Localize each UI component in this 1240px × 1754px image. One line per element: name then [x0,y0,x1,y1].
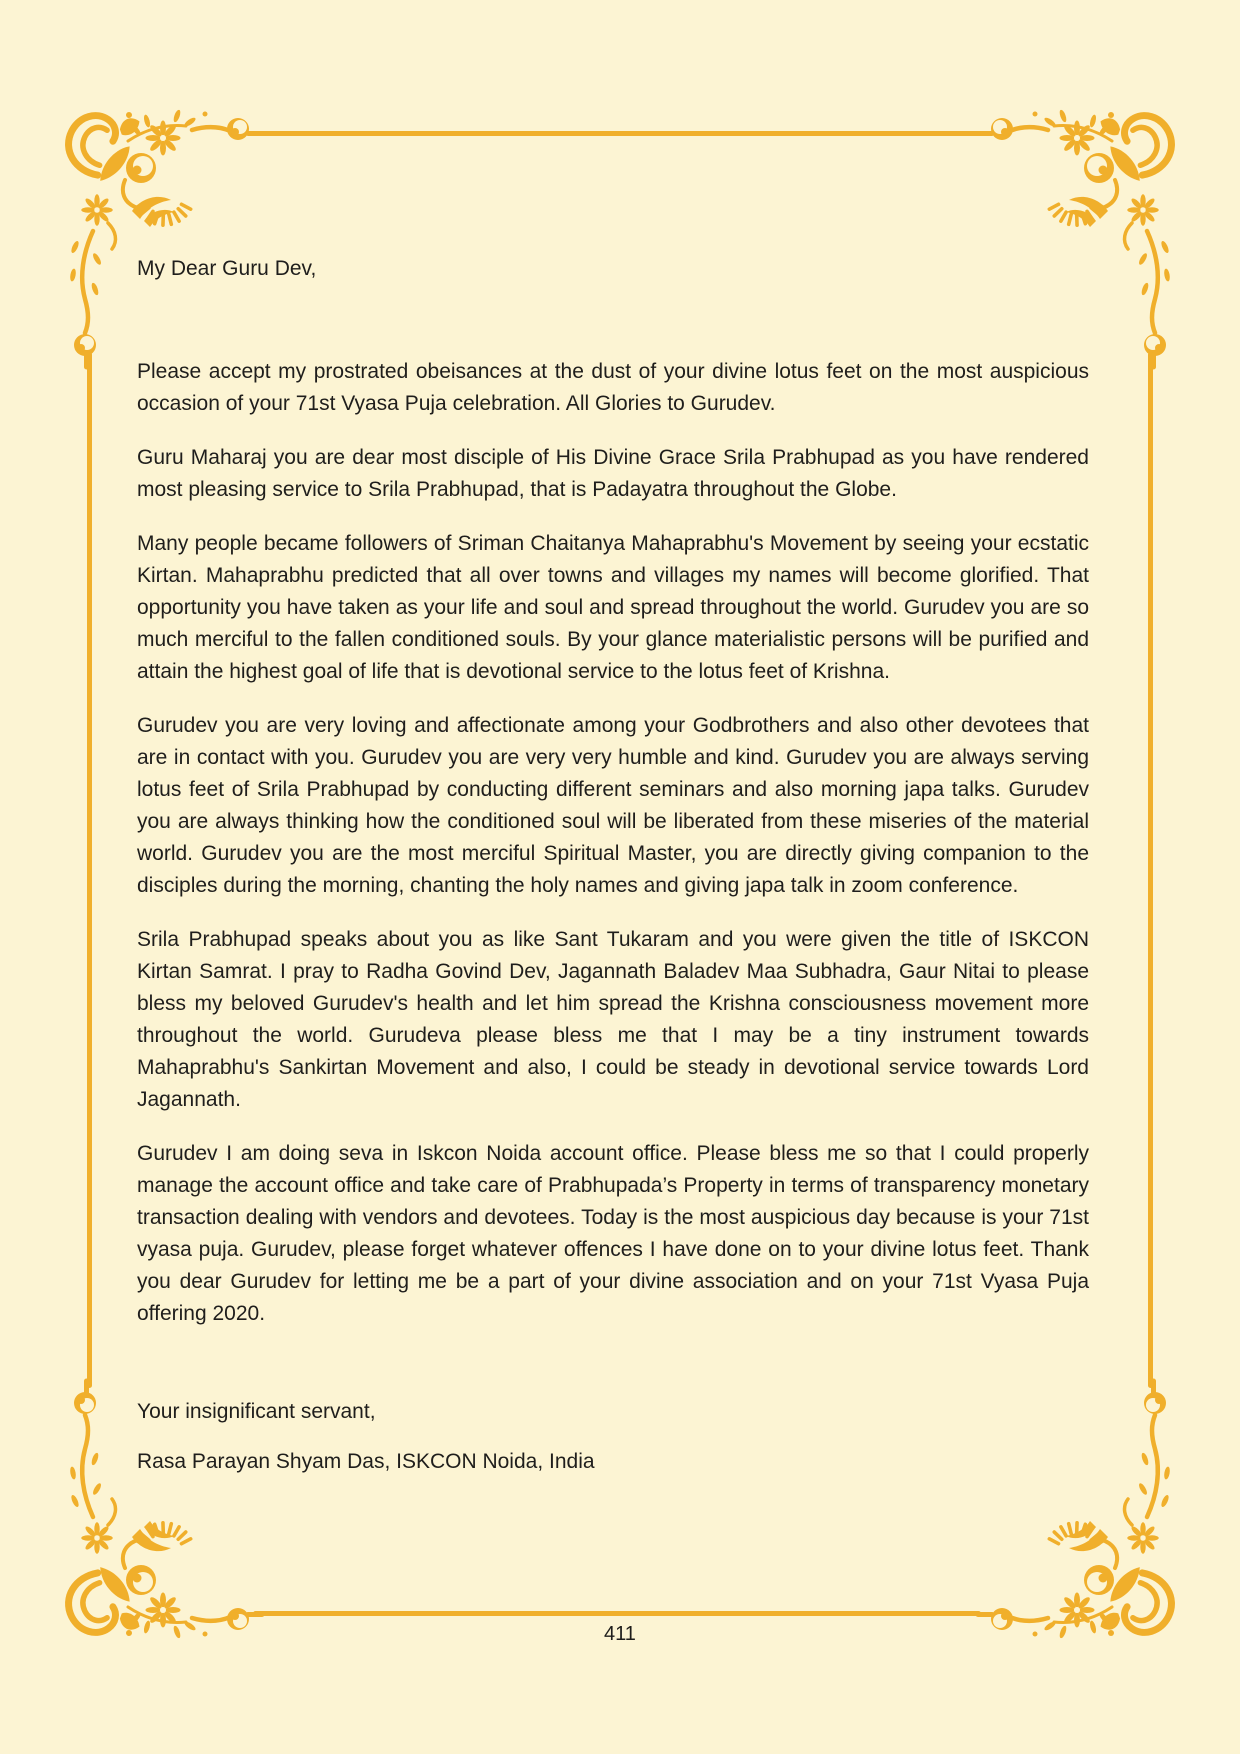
letter-closing: Your insignificant servant, [137,1400,376,1423]
letter-paragraph-1: Please accept my prostrated obeisances at the dust of your divine lotus feet on the most auspicious occasion of your 71st Vyasa Puja celebration. All Glories to Gurudev. [137,360,1089,415]
border-line-bottom [253,1611,981,1616]
border-line-left [87,352,92,1388]
border-line-right [1148,352,1153,1388]
signature-line: Rasa Parayan Shyam Das, ISKCON Noida, India [137,1450,595,1473]
page-number: 411 [604,1623,636,1645]
letter-paragraph-2: Guru Maharaj you are dear most disciple of His Divine Grace Srila Prabhupad as you have rendered most pleasing service to Srila Prabhupad, that is Padayatra throughout the Globe. [137,446,1089,501]
letter-paragraph-4: Gurudev you are very loving and affectionate among your Godbrothers and also other devotees that are in contact with you. Gurudev you are very very humble and kind. Gurudev you are always serving lotus feet of Srila Prabhupad by conducting different seminars and also morning japa talks. Gurudev you are always thinking how the conditioned soul will be liberated from these miseries of the material world. Gurudev you are the most merciful Spiritual Master, you are directly giving companion to the disciples during the morning, chanting the holy names and giving japa talk in zoom conference. [137,714,1089,897]
letter-paragraph-3: Many people became followers of Sriman Chaitanya Mahaprabhu's Movement by seeing your ecstatic Kirtan. Mahaprabhu predicted that all over towns and villages my names will become glorified. That opportunity you have taken as your life and soul and spread throughout the world. Gurudev you are so much merciful to the fallen conditioned souls. By your glance materialistic persons will be purified and attain the highest goal of life that is devotional service to the lotus feet of Krishna. [137,532,1089,683]
letter-body [137,253,1089,1478]
letter-paragraph-6: Gurudev I am doing seva in Iskcon Noida account office. Please bless me so that I could properly manage the account office and take care of Prabhupada’s Property in terms of transparency monetary transaction dealing with vendors and devotees. Today is the most auspicious day because is your 71st vyasa puja. Gurudev, please forget whatever offences I have done on to your divine lotus feet. Thank you dear Gurudev for letting me be a part of your divine association and on your 71st Vyasa Puja offering 2020. [137,1142,1089,1325]
border-line-top [253,131,981,136]
salutation: My Dear Guru Dev, [137,257,317,280]
letter-paragraph-5: Srila Prabhupad speaks about you as like Sant Tukaram and you were given the title of ISKCON Kirtan Samrat. I pray to Radha Govind Dev, Jagannath Baladev Maa Subhadra, Gaur Nitai to please bless my beloved Gurudev's health and let him spread the Krishna consciousness movement more throughout the world. Gurudeva please bless me that I may be a tiny instrument towards Mahaprabhu's Sankirtan Movement and also, I could be steady in devotional service towards Lord Jagannath. [137,928,1089,1111]
